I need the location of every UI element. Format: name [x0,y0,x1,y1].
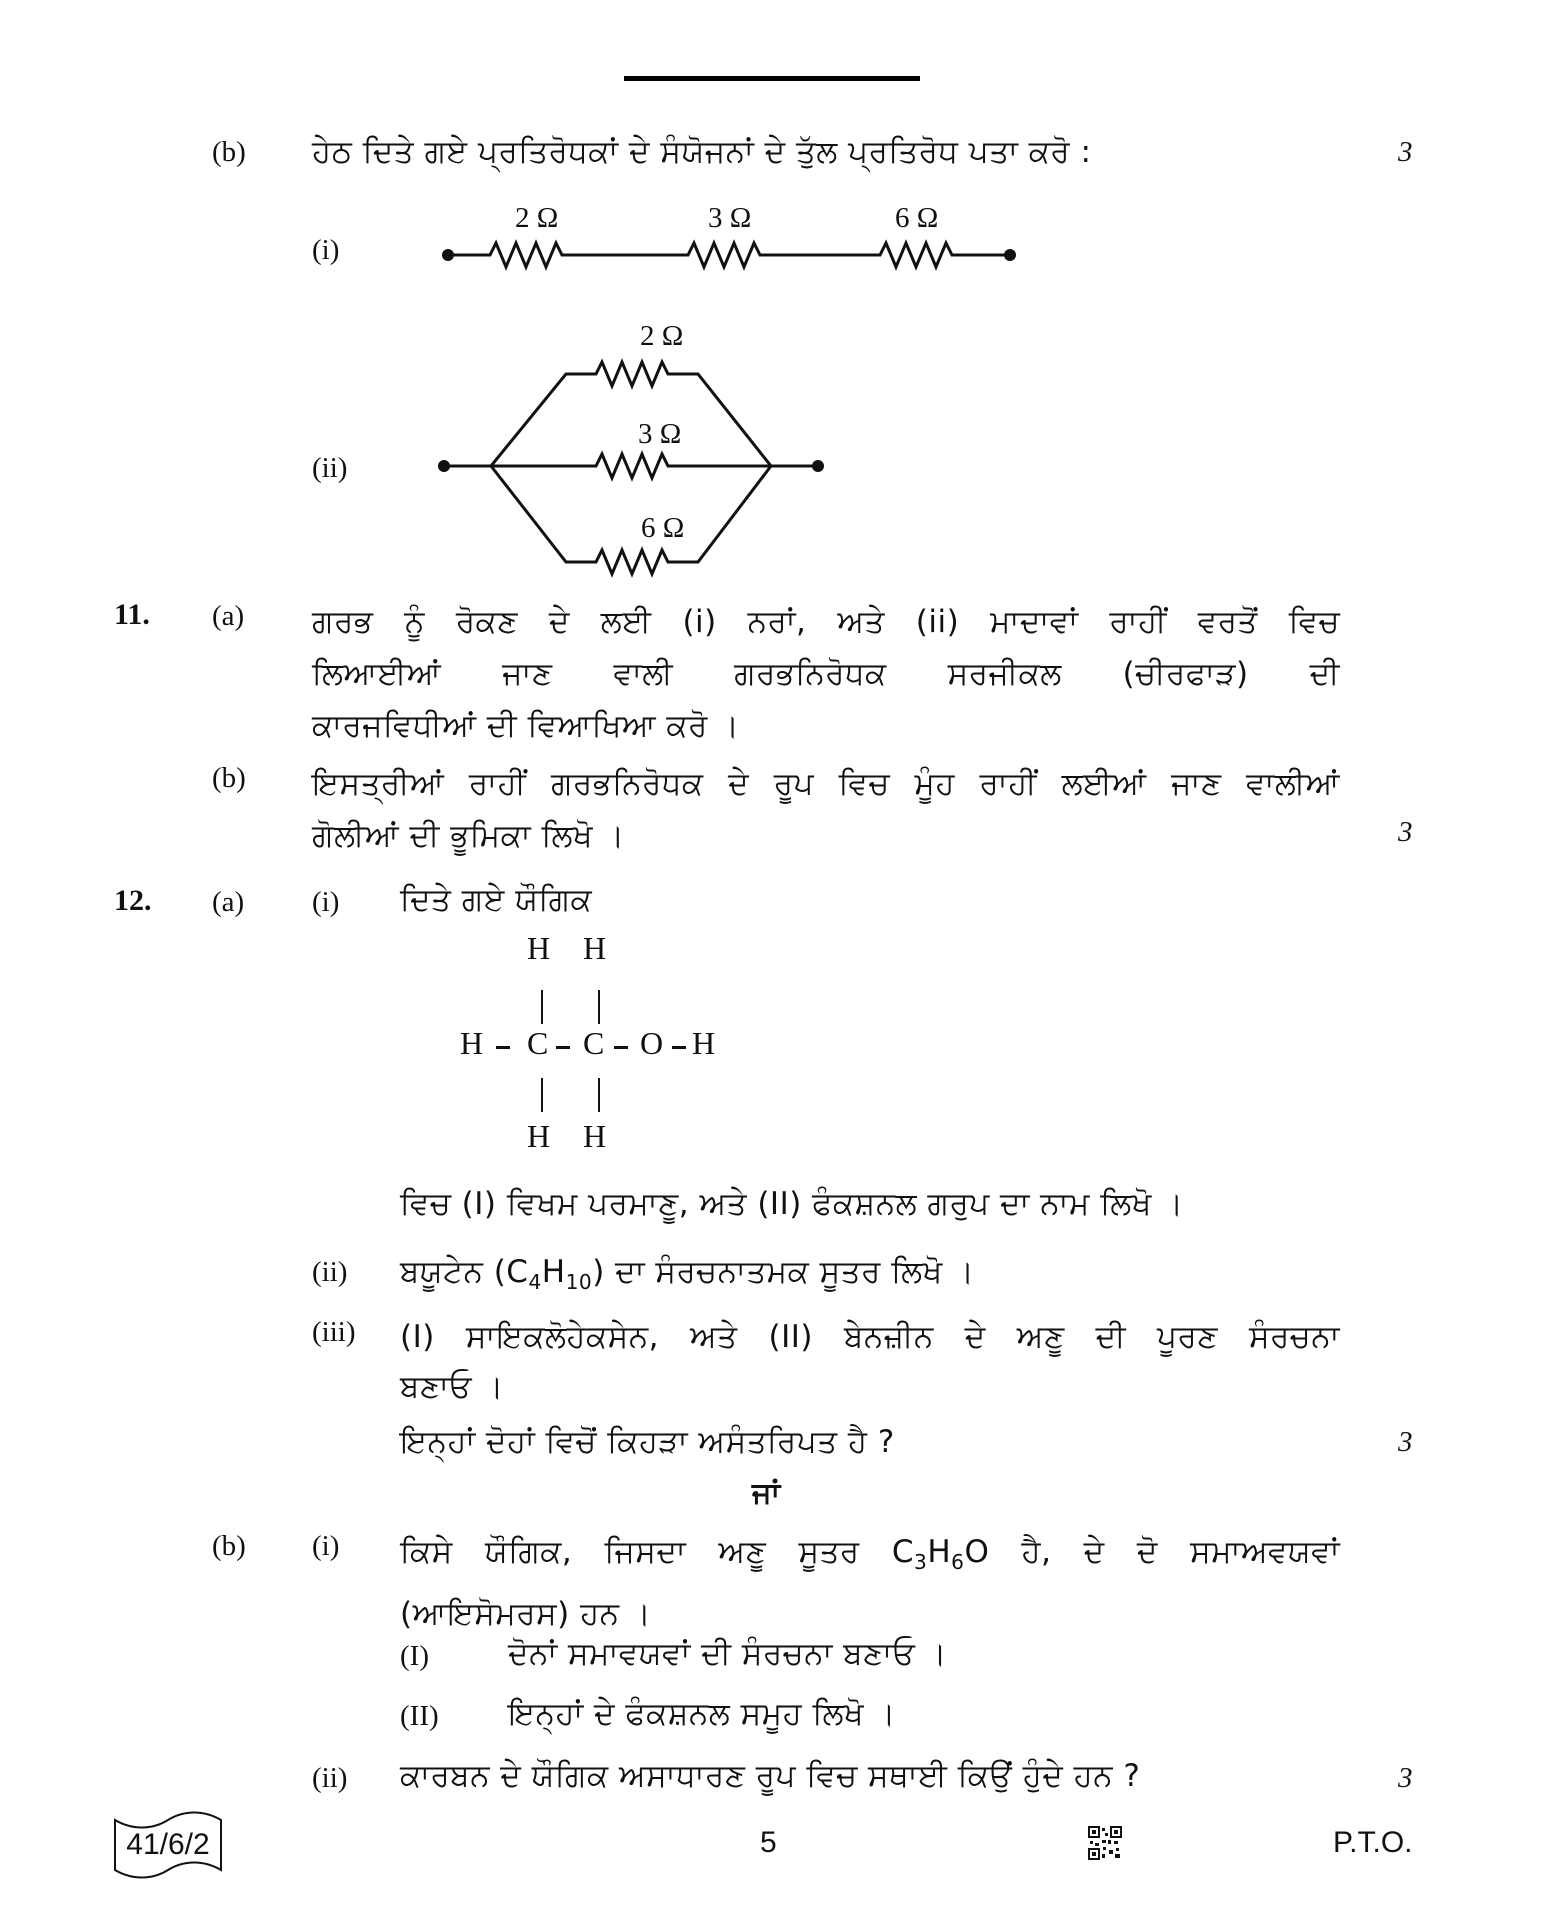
paper-code: 41/6/2 [126,1828,210,1861]
pto-label: P.T.O. [1333,1826,1413,1859]
q11b-label: (b) [212,762,246,794]
top-rule [624,76,920,81]
q12a-ii-text [400,1254,975,1294]
q12a-i-intro: ਦਿਤੇ ਗਏ ਯੌਗਿਕ [400,882,593,918]
q10b-marks: 3 [1398,136,1413,168]
q12b-i-line-2: (ਆਇਸੋਮਰਸ) ਹਨ । [400,1596,652,1633]
q11a-text [312,596,1340,752]
q12b-i-label: (i) [312,1530,340,1562]
parallel-resistor-label-3ohm: 3 Ω [638,418,682,450]
paper-code-box [112,1808,224,1882]
bond-top-1 [541,990,543,1024]
circuit-i-label: (i) [312,234,340,266]
q12b-label: (b) [212,1530,246,1562]
q11b-line-2: ਗੋਲੀਆਂ ਦੀ ਭੂਮਿਕਾ ਲਿਖੋ । [312,818,625,854]
or-separator: ਜਾਂ [752,1476,781,1511]
q12a-iii-line-3: ਇਨ੍ਹਾਂ ਦੋਹਾਂ ਵਿਚੋਂ ਕਿਹੜਾ ਅਸੰਤਰਿਪਤ ਹੈ ? [400,1424,895,1460]
ethanol-structure [460,930,760,1160]
circuit-ii-label: (ii) [312,452,348,484]
bond-o-h [672,1046,686,1049]
bond-bottom-1 [541,1078,543,1112]
atom-h-bottom-2: H [583,1118,607,1154]
q11-number: 11. [114,598,150,631]
q12b-i-I-text: ਦੋਨਾਂ ਸਮਾਵਯਵਾਂ ਦੀ ਸੰਰਚਨਾ ਬਣਾਓ । [508,1636,948,1672]
resistor-label-3ohm: 3 Ω [708,202,752,234]
q12b-ii-text: ਕਾਰਬਨ ਦੇ ਯੌਗਿਕ ਅਸਾਧਾਰਣ ਰੂਪ ਵਿਚ ਸਥਾਈ ਕਿਉਂ ਹੁੰਦੇ ਹਨ ? [400,1758,1141,1794]
butane-post: ) ਦਾ ਸੰਰਚਨਾਤਮਕ ਸੂਤਰ ਲਿਖੋ । [592,1254,975,1290]
bond-bottom-2 [598,1078,600,1112]
parallel-resistor-label-6ohm: 6 Ω [641,512,685,544]
q12b-i-II-label: (II) [400,1700,439,1732]
q10b-text: ਹੇਠ ਦਿਤੇ ਗਏ ਪ੍ਰਤਿਰੋਧਕਾਂ ਦੇ ਸੰਯੋਜਨਾਂ ਦੇ ਤੁੱਲ ਪ੍ਰਤਿਰੋਧ ਪਤਾ ਕਰੋ : [312,134,1092,170]
q12a-ii-label: (ii) [312,1256,348,1288]
qr-code-icon [1088,1826,1122,1860]
q12a-label: (a) [212,886,245,918]
q12a-marks: 3 [1398,1426,1413,1458]
q12b-i-II-text: ਇਨ੍ਹਾਂ ਦੇ ਫੰਕਸ਼ਨਲ ਸਮੂਹ ਲਿਖੋ । [508,1696,896,1732]
q12a-iii-line-2: ਬਣਾਓ । [400,1369,504,1405]
q11a-line-2: ਲਿਆਈਆਂ ਜਾਣ ਵਾਲੀ ਗਰਭਨਿਰੋਧਕ ਸਰਜੀਕਲ (ਚੀਰਫਾੜ) ਦੀ [312,656,1340,692]
atom-h-right: H [692,1025,716,1061]
bond-top-2 [598,990,600,1024]
atom-o: O [640,1025,664,1061]
q12b-ii-label: (ii) [312,1762,348,1794]
q11a-label: (a) [212,600,245,632]
q11b-text [312,758,1340,862]
q12-number: 12. [114,884,152,917]
q12a-i-label: (i) [312,886,340,918]
atom-h-top-2: H [583,930,607,966]
q12b-i-I-label: (I) [400,1640,429,1672]
q11a-line-3: ਕਾਰਜਵਿਧੀਆਂ ਦੀ ਵਿਆਖਿਆ ਕਰੋ । [312,708,740,744]
atom-h-top-1: H [527,930,551,966]
q11a-line-1: ਗਰਭ ਨੂੰ ਰੋਕਣ ਦੇ ਲਈ (i) ਨਰਾਂ, ਅਤੇ (ii) ਮਾਦਾਵਾਂ ਰਾਹੀਂ ਵਰਤੋਂ ਵਿਚ [312,604,1340,640]
q12b-i-text [400,1526,1340,1640]
bond-h-c [496,1046,510,1049]
atom-c-1: C [527,1025,549,1061]
resistor-label-6ohm: 6 Ω [895,202,939,234]
butane-pre: ਬਯੂਟੇਨ (C [400,1254,529,1290]
bond-c-c [556,1046,570,1049]
atom-h-bottom-1: H [527,1118,551,1154]
q12a-iii-label: (iii) [312,1316,356,1348]
atom-h-left: H [460,1025,484,1061]
atom-c-2: C [583,1025,605,1061]
q11b-marks: 3 [1398,816,1413,848]
q11b-line-1: ਇਸਤ੍ਰੀਆਂ ਰਾਹੀਂ ਗਰਭਨਿਰੋਧਕ ਦੇ ਰੂਪ ਵਿਚ ਮੂੰਹ ਰਾਹੀਂ ਲਈਆਂ ਜਾਣ ਵਾਲੀਆਂ [312,766,1340,802]
bond-c-o [614,1046,628,1049]
q12b-marks: 3 [1398,1762,1413,1794]
butane-h: H [541,1254,566,1290]
q12a-iii-text [400,1312,1340,1412]
butane-sub-c: 4 [528,1270,542,1295]
page-number: 5 [760,1826,777,1859]
q12b-i-line-1: ਕਿਸੇ ਯੌਗਿਕ, ਜਿਸਦਾ ਅਣੂ ਸੂਤਰ $C_3H_6O$ ਹੈ, ਦੇ ਦੋ ਸਮਾਅਵਯਵਾਂ [400,1534,1340,1575]
q12a-i-after: ਵਿਚ (I) ਵਿਖਮ ਪਰਮਾਣੂ, ਅਤੇ (II) ਫੰਕਸ਼ਨਲ ਗਰੁਪ ਦਾ ਨਾਮ ਲਿਖੋ । [400,1186,1184,1222]
series-circuit-diagram [430,235,1030,275]
parallel-circuit-diagram [420,350,920,590]
q10b-label: (b) [212,136,246,168]
q12a-iii-line-1: (I) ਸਾਇਕਲੋਹੇਕਸੇਨ, ਅਤੇ (II) ਬੇਨਜ਼ੀਨ ਦੇ ਅਣੂ ਦੀ ਪੂਰਣ ਸੰਰਚਨਾ [400,1319,1340,1355]
parallel-resistor-label-2ohm: 2 Ω [640,320,684,352]
butane-sub-h: 10 [565,1270,593,1295]
resistor-label-2ohm: 2 Ω [515,202,559,234]
